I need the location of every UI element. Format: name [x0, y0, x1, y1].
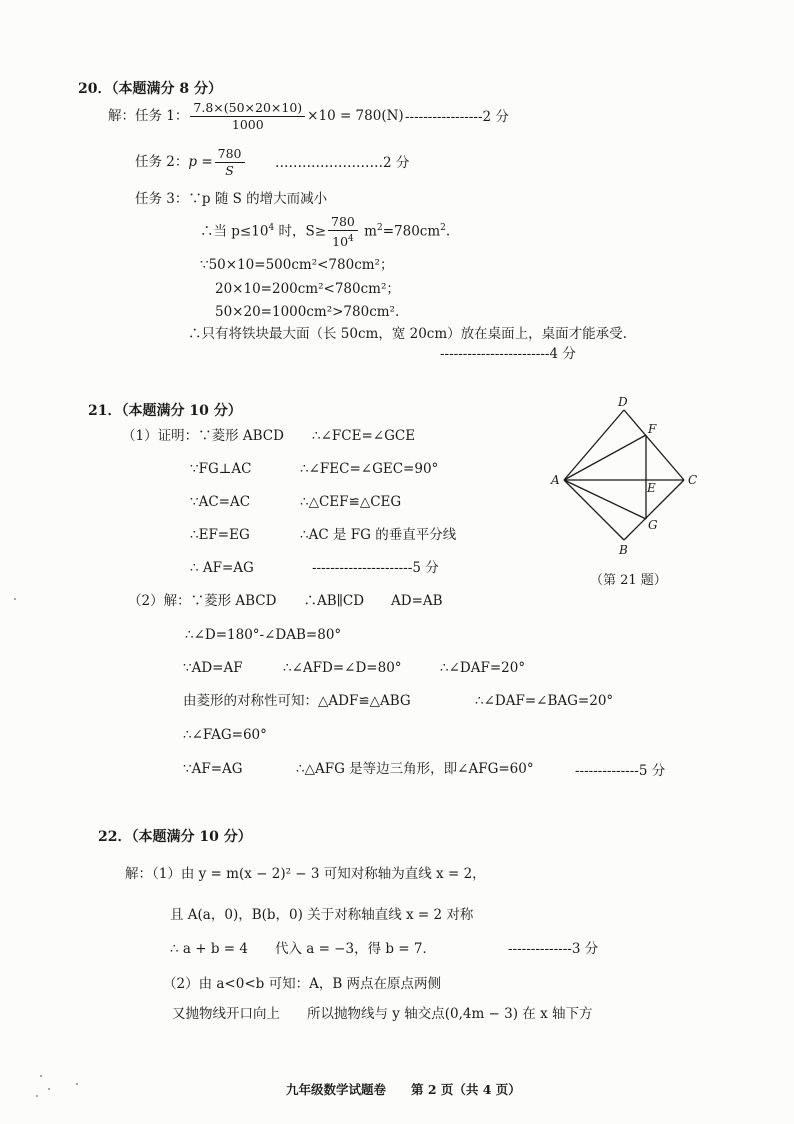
q21-p1-r1b: ∴∠FCE=∠GCE	[312, 428, 416, 444]
label-b: B	[619, 543, 628, 557]
q21-p1-r2b: ∴∠FEC=∠GEC=90°	[300, 461, 439, 477]
q20-task1-prefix: 解：任务 1：	[108, 108, 189, 124]
q22-line3b: --------------3 分	[508, 941, 599, 957]
scan-speck	[40, 1075, 42, 1077]
q21-figure-caption: （第 21 题）	[590, 573, 667, 588]
segment-ag	[564, 480, 646, 519]
edge-ad	[564, 410, 624, 480]
q20-task2-numerator: 780	[215, 146, 245, 163]
q21-p1-r2a: ∵FG⊥AC	[190, 461, 252, 477]
q20-task1-denominator: 1000	[231, 117, 264, 132]
page-footer: 九年级数学试题卷 第 2 页（共 4 页）	[286, 1082, 521, 1097]
q21-p1-r5a: ∴ AF=AG	[190, 560, 254, 576]
q20-task3-line2csup: 2	[376, 223, 383, 234]
q22-line4: （2）由 a<0<b 可知：A，B 两点在原点两侧	[163, 976, 442, 992]
q22-line2: 且 A(a，0)，B(b，0) 关于对称轴直线 x = 2 对称	[170, 907, 474, 923]
q20-task3-line1: 任务 3：∵p 随 S 的增大而减小	[135, 191, 328, 207]
q20-task1-fraction	[190, 100, 305, 133]
q21-p2-line4b: ∴∠DAF=∠BAG=20°	[475, 693, 614, 709]
q20-task3-line2sup: 4	[268, 223, 275, 234]
label-g: G	[648, 518, 658, 532]
q21-p1-r1a: （1）证明：∵菱形 ABCD	[122, 428, 284, 444]
label-a: A	[551, 473, 560, 487]
q21-header: 21．（本题满分 10 分）	[88, 403, 242, 419]
scan-speck	[36, 1095, 38, 1097]
q20-task3-line2a: ∴当 p≤10	[200, 223, 269, 240]
q20-task1-rest: ×10 = 780(N)	[307, 108, 404, 124]
q21-p2-line1: （2）解：∵菱形 ABCD ∴AB∥CD AD=AB	[128, 593, 443, 609]
q20-task3-line5: 50×20=1000cm²>780cm².	[215, 304, 400, 320]
q20-task3-line2	[200, 214, 450, 250]
q20-task3-line2c: m	[359, 223, 377, 240]
q20-task2-denominator: S	[225, 163, 234, 178]
scan-speck	[76, 1083, 78, 1085]
q22-line5: 又抛物线开口向上 所以抛物线与 y 轴交点(0,4m − 3) 在 x 轴下方	[172, 1006, 593, 1022]
q20-task2	[135, 146, 247, 179]
q21-p1-r3b: ∴△CEF≌△CEG	[300, 494, 402, 510]
q20-task3-line2b: 时，S≥	[274, 223, 327, 240]
q20-task1-score: -----------------2 分	[405, 109, 509, 125]
q20-task3-line2e: .	[445, 223, 451, 240]
q20-task3-line2dsup: 2	[440, 223, 446, 234]
q20-task3-line3: ∵50×10=500cm²<780cm²；	[200, 257, 394, 273]
q21-p1-r4b: ∴AC 是 FG 的垂直平分线	[300, 527, 457, 543]
q20-task2-score: ……………………2 分	[275, 155, 410, 171]
q22-header: 22．（本题满分 10 分）	[98, 829, 252, 845]
edge-dc	[624, 410, 684, 480]
q20-task1	[108, 100, 404, 133]
q20-task3-line4: 20×10=200cm²<780cm²；	[215, 281, 400, 297]
q20-task2-lhs: p =	[188, 154, 213, 170]
q21-p2-line3a: ∵AD=AF	[183, 660, 243, 676]
q20-task3-fraction	[328, 214, 358, 250]
edge-ba	[564, 480, 624, 540]
label-e: E	[647, 481, 656, 495]
q21-p2-line6a: ∵AF=AG	[183, 761, 243, 777]
q22-line1: 解：（1）由 y = m(x − 2)² − 3 可知对称轴为直线 x = 2，	[125, 866, 486, 882]
q20-task2-fraction	[215, 146, 245, 179]
q20-task3-denominator	[328, 231, 358, 250]
q21-p1-r3a: ∵AC=AC	[190, 494, 251, 510]
q21-p2-line3c: ∴∠DAF=20°	[440, 660, 526, 676]
q20-task3-den-base: 10	[332, 234, 349, 250]
q21-p1-r4a: ∴EF=EG	[190, 527, 250, 543]
scan-speck	[48, 1088, 50, 1090]
q20-task1-numerator: 7.8×(50×20×10)	[190, 100, 305, 117]
label-f: F	[648, 422, 657, 436]
q21-p2-line2: ∴∠D=180°-∠DAB=80°	[185, 627, 342, 643]
q21-p1-r5b: ----------------------5 分	[312, 560, 439, 576]
q21-figure-rhombus	[548, 388, 708, 560]
q22-line3a: ∴ a + b = 4 代入 a = −3，得 b = 7．	[170, 941, 436, 957]
segment-af	[564, 435, 646, 480]
q20-task3-score: ------------------------4 分	[440, 346, 576, 362]
q20-task3-numerator: 780	[328, 214, 358, 231]
q20-task2-prefix: 任务 2：	[135, 154, 189, 170]
q21-p2-line3b: ∴∠AFD=∠D=80°	[283, 660, 402, 676]
q21-p2-line5: ∴∠FAG=60°	[183, 727, 267, 743]
q20-task3-den-sup: 4	[348, 234, 354, 244]
scan-speck	[14, 598, 16, 600]
q20-task3-line2d: =780cm	[382, 223, 441, 240]
label-d: D	[618, 395, 628, 409]
q20-header: 20．（本题满分 8 分）	[78, 81, 222, 97]
label-c: C	[688, 473, 698, 487]
q21-p2-line6c: --------------5 分	[575, 763, 666, 779]
q21-p2-line4a: 由菱形的对称性可知：△ADF≌△ABG	[183, 693, 411, 709]
q21-p2-line6b: ∴△AFG 是等边三角形，即∠AFG=60°	[296, 761, 534, 777]
q20-task3-line6: ∴只有将铁块最大面（长 50cm，宽 20cm）放在桌面上，桌面才能承受.	[188, 326, 627, 342]
